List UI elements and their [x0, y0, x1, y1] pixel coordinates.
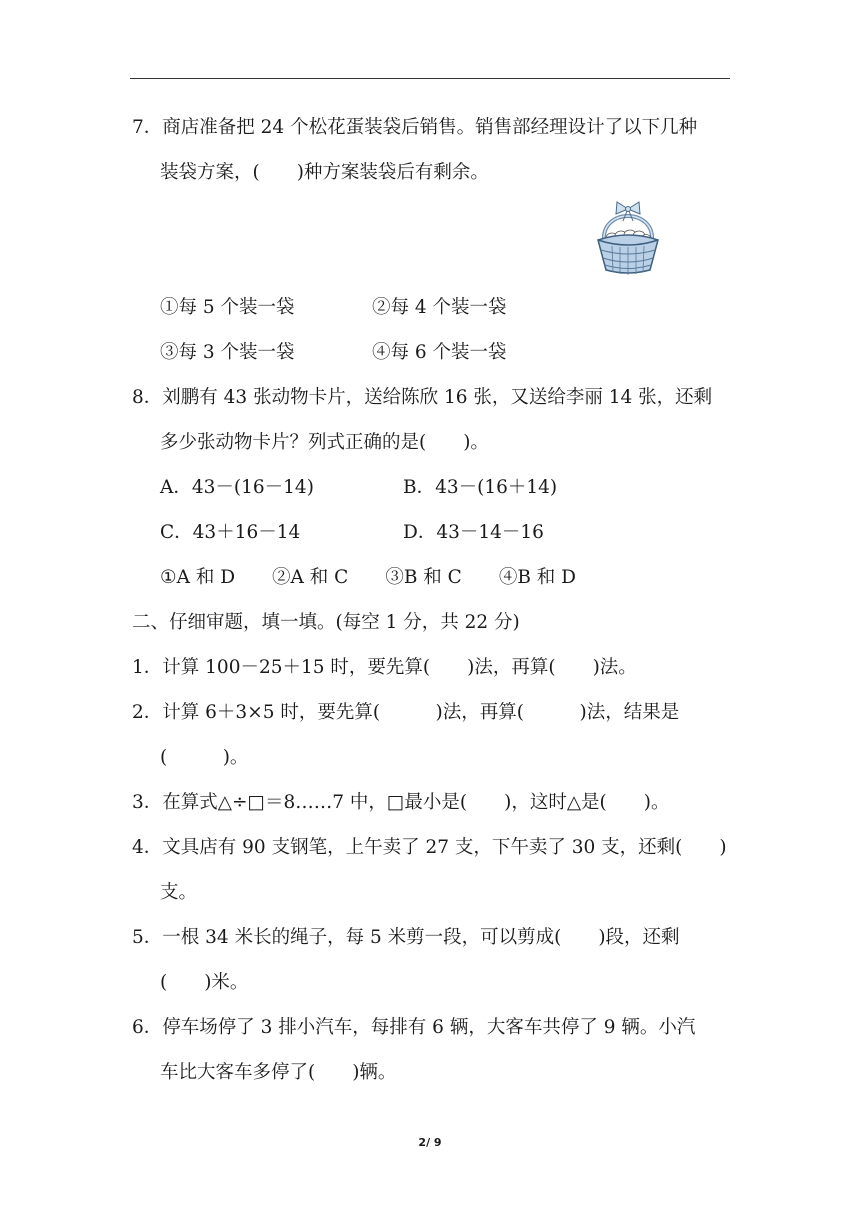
s2-item-2-line2: ( )。	[160, 747, 249, 768]
s2-item-5-line2: ( )米。	[160, 972, 249, 993]
header-rule	[130, 78, 730, 79]
q8-answer-options: ①A 和 D ②A 和 C ③B 和 C ④B 和 D	[160, 567, 577, 588]
q7-option-3: ③每 3 个装一袋	[160, 342, 295, 363]
s2-item-6-line1: 6．停车场停了 3 排小汽车，每排有 6 辆，大客车共停了 9 辆。小汽	[132, 1017, 696, 1038]
q7-line1: 7．商店准备把 24 个松花蛋装袋后销售。销售部经理设计了以下几种	[132, 117, 698, 138]
s2-item-4-line2: 支。	[160, 882, 198, 903]
s2-item-5-line1: 5．一根 34 米长的绳子，每 5 米剪一段，可以剪成( )段，还剩	[132, 927, 680, 948]
q8-line1: 8．刘鹏有 43 张动物卡片，送给陈欣 16 张，又送给李丽 14 张，还剩	[132, 387, 713, 408]
q7-option-2: ②每 4 个装一袋	[372, 297, 507, 318]
page-number: 2/ 9	[418, 1136, 442, 1149]
s2-item-4-line1: 4．文具店有 90 支钢笔，上午卖了 27 支，下午卖了 30 支，还剩( )	[132, 837, 727, 858]
q8-choice-d: D．43－14－16	[403, 522, 544, 543]
q8-choice-b: B．43－(16＋14)	[403, 477, 558, 498]
s2-item-3: 3．在算式△÷□＝8……7 中，□最小是( )，这时△是( )。	[132, 792, 670, 813]
egg-basket-illustration	[592, 200, 664, 276]
section-heading: 二、仔细审题，填一填。(每空 1 分，共 22 分)	[132, 612, 520, 633]
q7-line2: 装袋方案，( )种方案装袋后有剩余。	[160, 162, 489, 183]
q8-choice-a: A．43－(16－14)	[160, 477, 314, 498]
q7-option-4: ④每 6 个装一袋	[372, 342, 507, 363]
s2-item-1: 1．计算 100－25＋15 时，要先算( )法，再算( )法。	[132, 657, 637, 678]
s2-item-2-line1: 2．计算 6＋3×5 时，要先算( )法，再算( )法，结果是	[132, 702, 680, 723]
q8-line2: 多少张动物卡片？列式正确的是( )。	[160, 432, 489, 453]
q7-option-1: ①每 5 个装一袋	[160, 297, 295, 318]
q8-choice-c: C．43＋16－14	[160, 522, 301, 543]
s2-item-6-line2: 车比大客车多停了( )辆。	[160, 1062, 397, 1083]
